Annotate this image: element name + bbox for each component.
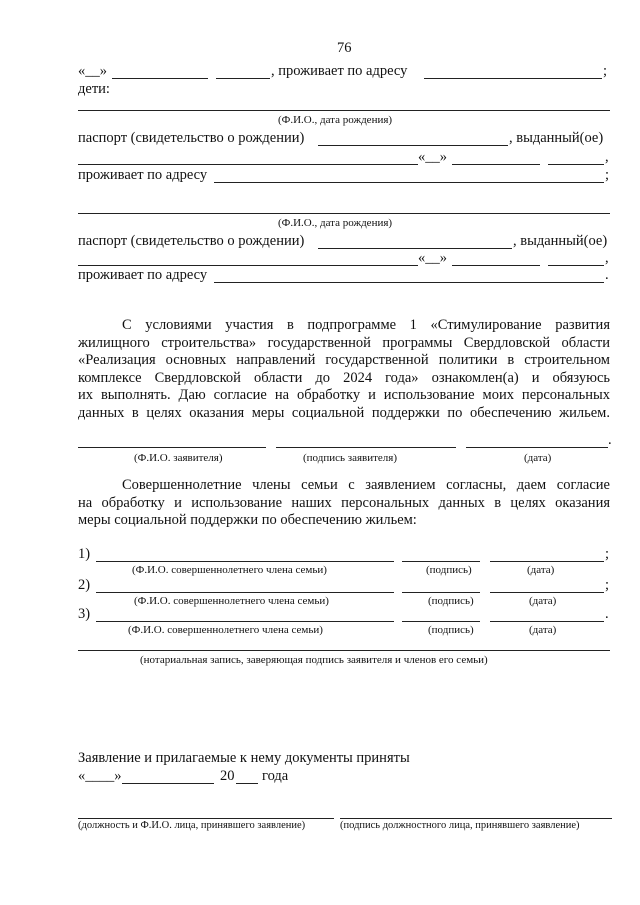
residence-label: , проживает по адресу (271, 63, 408, 79)
notary-caption: (нотариальная запись, заверяющая подпись заявителя и членов его семьи) (140, 654, 488, 666)
member1-signature-caption: (подпись) (426, 564, 472, 576)
acceptance-year-prefix: 20 (220, 768, 235, 784)
applicant-date-caption: (дата) (524, 452, 552, 464)
semicolon: ; (603, 63, 608, 79)
child2-issuer-blank (78, 265, 418, 266)
child1-passport-blank (318, 145, 508, 146)
acceptance-date-quote: «____» (78, 768, 122, 784)
acceptance-year-blank (236, 783, 258, 784)
child1-fio-line (78, 110, 610, 111)
child2-comma: , (605, 250, 609, 266)
acceptance-text: Заявление и прилагаемые к нему документы приняты (78, 750, 410, 766)
member1-date-caption: (дата) (527, 564, 555, 576)
official-signature-blank (340, 818, 612, 819)
consent-line: их выполнять. Даю согласие на обработку и использование моих персональных (78, 387, 610, 403)
consent-line: комплексе Свердловской области до 2024 года» ознакомлен(а) и обязуюсь (78, 369, 610, 386)
consent-line: С условиями участия в подпрограмме 1 «Стимулирование развития (122, 317, 610, 333)
member3-date-caption: (дата) (529, 624, 557, 636)
child1-month-blank (452, 164, 540, 165)
member2-date-caption: (дата) (529, 595, 557, 607)
child2-year-blank (548, 265, 604, 266)
member2-signature-blank (402, 592, 480, 593)
consent-line: «Реализация основных направлений государственной политики в строительном (78, 352, 610, 368)
child1-issued-label: , выданный(ое) (509, 130, 604, 146)
consent-line: данных в целях оказания меры социальной поддержки по обеспечению жильем. (78, 404, 610, 421)
children-label: дети: (78, 81, 110, 97)
applicant-date-blank (466, 447, 608, 448)
member2-number: 2) (78, 577, 91, 593)
consent-paragraph (78, 317, 610, 422)
member1-signature-blank (402, 561, 480, 562)
member2-semicolon: ; (605, 577, 610, 593)
official-fio-blank (78, 818, 334, 819)
member3-fio-blank (96, 621, 394, 622)
year-blank (216, 78, 270, 79)
child1-year-blank (548, 164, 604, 165)
child2-date-quote: «__» (418, 250, 447, 266)
applicant-period: . (608, 432, 612, 448)
family-line: на обработку и использование наших персональных данных в целях оказания (78, 494, 610, 511)
member3-date-blank (490, 621, 604, 622)
child2-period: . (605, 267, 609, 283)
child2-address-blank (214, 282, 604, 283)
child2-fio-caption: (Ф.И.О., дата рождения) (278, 217, 393, 229)
member1-fio-blank (96, 561, 394, 562)
applicant-signature-caption: (подпись заявителя) (303, 452, 398, 464)
child1-passport-label: паспорт (свидетельство о рождении) (78, 130, 305, 146)
member1-date-blank (490, 561, 604, 562)
member2-fio-blank (96, 592, 394, 593)
child1-date-quote: «__» (418, 149, 447, 165)
child1-address-blank (214, 182, 604, 183)
child2-residence-label: проживает по адресу (78, 267, 208, 283)
child2-issued-label: , выданный(ое) (513, 233, 608, 249)
month-blank (112, 78, 208, 79)
child1-residence-label: проживает по адресу (78, 167, 208, 183)
official-caption: (должность и Ф.И.О. лица, принявшего заявление) (78, 820, 306, 831)
child1-comma: , (605, 149, 609, 165)
child2-fio-line (78, 213, 610, 214)
child1-fio-caption: (Ф.И.О., дата рождения) (278, 114, 393, 126)
date-quote: «__» (78, 63, 107, 79)
acceptance-year-suffix: года (262, 768, 289, 784)
address-blank (424, 78, 602, 79)
page-number: 76 (337, 40, 352, 56)
child2-passport-blank (318, 248, 512, 249)
family-line: меры социальной поддержки по обеспечению жильем: (78, 512, 417, 528)
member3-number: 3) (78, 606, 91, 622)
acceptance-month-blank (122, 783, 214, 784)
child1-semicolon: ; (605, 167, 610, 183)
member2-signature-caption: (подпись) (428, 595, 474, 607)
child1-issuer-blank (78, 164, 418, 165)
child2-passport-label: паспорт (свидетельство о рождении) (78, 233, 305, 249)
member1-number: 1) (78, 546, 91, 562)
official-signature-caption: (подпись должностного лица, принявшего заявление) (340, 820, 580, 831)
member2-date-blank (490, 592, 604, 593)
member3-period: . (605, 606, 609, 622)
member3-signature-blank (402, 621, 480, 622)
consent-line: жилищного строительства» государственной программы Свердловской области (78, 334, 610, 351)
family-paragraph (78, 477, 610, 530)
family-line: Совершеннолетние члены семьи с заявлением согласны, даем согласие (122, 477, 610, 493)
child2-month-blank (452, 265, 540, 266)
applicant-signature-blank (276, 447, 456, 448)
notary-line (78, 650, 610, 651)
member1-semicolon: ; (605, 546, 610, 562)
applicant-fio-blank (78, 447, 266, 448)
member1-fio-caption: (Ф.И.О. совершеннолетнего члена семьи) (132, 564, 327, 576)
applicant-fio-caption: (Ф.И.О. заявителя) (134, 452, 223, 464)
member3-signature-caption: (подпись) (428, 624, 474, 636)
member3-fio-caption: (Ф.И.О. совершеннолетнего члена семьи) (128, 624, 323, 636)
member2-fio-caption: (Ф.И.О. совершеннолетнего члена семьи) (134, 595, 329, 607)
